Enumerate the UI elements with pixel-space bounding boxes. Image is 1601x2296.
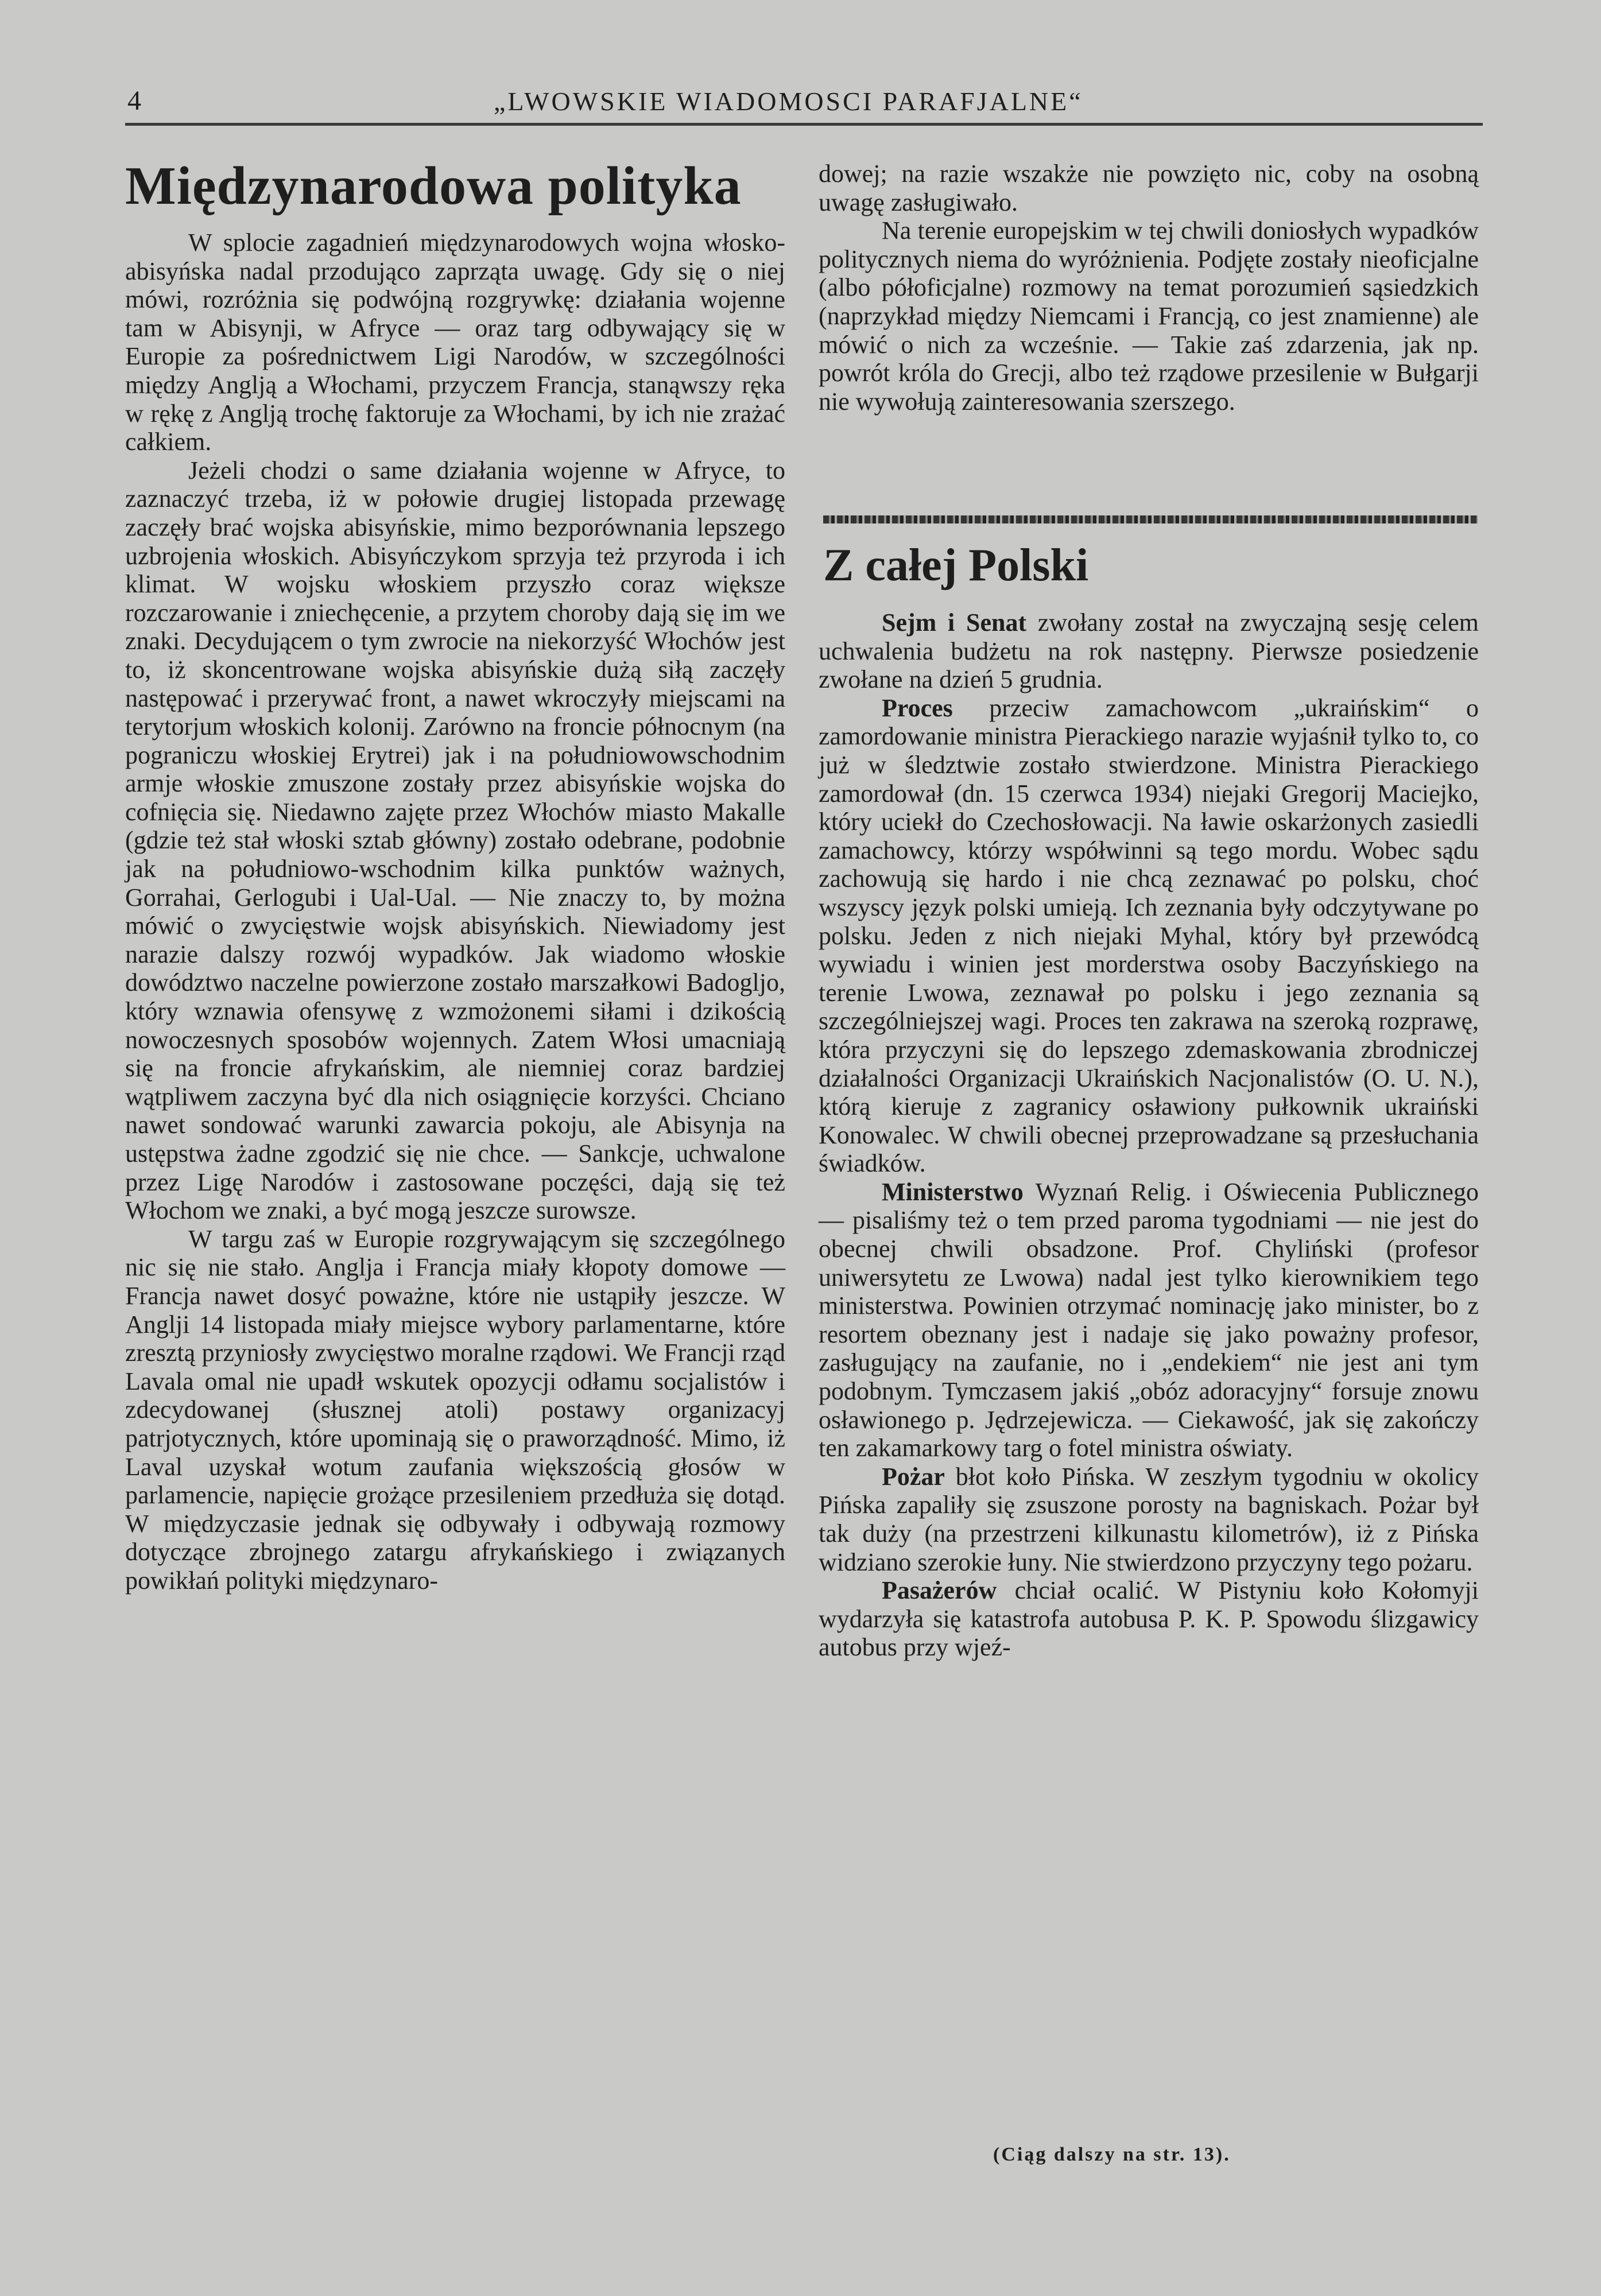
- paragraph: W splocie zagadnień międzynarodowych wojna włosko-abisyńska nadal przodująco zaprząta uwagę. Gdy się o niej mówi, rozróżnia się podwójną rozgrywkę: działania wojenne tam w Abisynji, w Afryce — oraz targ odbywający się w Europie za pośrednictwem Ligi Narodów, w szczególności między Anglją a Włochami, przyczem Francja, stanąwszy ręka w rękę z Anglją trochę faktoruje za Włochami, by ich nie zrażać całkiem.: [125, 228, 785, 456]
- news-item-text: przeciw zamachowcom „ukraińskim“ o zamordowanie ministra Pierackiego narazie wyjaśnił tylko to, co już w śledztwie zostało stwierdzone. Ministra Pierackiego zamordował (dn. 15 czerwca 1934) niejaki Gregorij Maciejko, który uciekł do Czechosłowacji. Na ławie oskarżonych zasiedli zamachowcy, którzy współwinni są tego mordu. Wobec sądu zachowują się hardo i nie chcą zeznawać po polsku, choć wszyscy język polski umieją. Ich zeznania były odczytywane po polsku. Jeden z nich niejaki Myhal, który był przewódcą wywiadu i winien jest morderstwa osoby Baczyńskiego na terenie Lwowa, zeznawał po polsku i jego zeznania są szczególniejszej wagi. Proces ten zakrawa na szeroką rozprawę, która przyczyni się do lepszego zdemaskowania zbrodniczej działalności Organizacji Ukraińskich Nacjonalistów (O. U. N.), którą kieruje z zagranicy osławiony pułkownik ukraiński Konowalec. W chwili obecnej przeprowadzane są przesłuchania świadków.: [819, 693, 1479, 1178]
- page-number: 4: [127, 86, 141, 116]
- paragraph: Jeżeli chodzi o same działania wojenne w Afryce, to zaznaczyć trzeba, iż w połowie drugiej listopada przewagę zaczęły brać wojska abisyńskie, mimo bezporównania lepszego uzbrojenia włoskich. Abisyńczykom sprzyja też przyroda i ich klimat. W wojsku włoskiem przyszło coraz większe rozczarowanie i zniechęcenie, a przytem choroby dają się im we znaki. Decydującem o tym zwrocie na niekorzyść Włochów jest to, iż skoncentrowane wojska abisyńskie dużą siłą zaczęły następować i przerywać front, a nawet wkroczyły miejscami na terytorjum włoskich kolonij. Zarówno na froncie północnym (na pograniczu włoskiej Erytrei) jak i na południowowschodnim armje włoskie zmuszone zostały przez abisyńskie wojska do cofnięcia się. Niedawno zajęte przez Włochów miasto Makalle (gdzie też stał włoski sztab główny) zostało odebrane, podobnie jak na południowo-wschodnim kilka punktów ważnych, Gorrahai, Gerlogubi i Ual-Ual. — Nie znaczy to, by można mówić o zwycięstwie wojsk abisyńskich. Niewiadomy jest narazie dalszy rozwój wypadków. Jak wiadomo włoskie dowództwo naczelne powierzone zostało marszałkowi Badogljo, który wznawia ofensywę z wzmożonemi siłami i dzikością nowoczesnych sposobów wojennych. Zatem Włosi umacniają się na froncie afrykańskim, ale niemniej coraz bardziej wątpliwem zaczyna być dla nich osiągnięcie korzyści. Chciano nawet sondować warunki zawarcia pokoju, ale Abisynja na ustępstwa żadne zgodzić się nie chce. — Sankcje, uchwalone przez Ligę Narodów i zastosowane poczęści, dają się też Włochom we znaki, a być mogą jeszcze surowsze.: [125, 456, 785, 1225]
- news-item-lead: Pasażerów: [882, 1576, 997, 1605]
- news-item-lead: Sejm i Senat: [882, 608, 1027, 637]
- news-item-lead: Ministerstwo: [882, 1177, 1024, 1206]
- news-item-text: błot koło Pińska. W zeszłym tygodniu w okolicy Pińska zapaliły się zsuszone porosty na bagniskach. Pożar był tak duży (na przestrzeni kilkunastu kilometrów), iż z Pińska widziano szerokie łuny. Nie stwierdzono przyczyny tego pożaru.: [819, 1462, 1479, 1576]
- paragraph: dowej; na razie wszakże nie powzięto nic, coby na osobną uwagę zasługiwało.: [819, 160, 1479, 216]
- article-title-from-all-poland: Z całej Polski: [823, 540, 1089, 591]
- news-item-text: Wyznań Relig. i Oświecenia Publicznego — pisaliśmy też o tem przed paroma tygodniami — nie jest do obecnej chwili obsadzone. Prof. Chyliński (profesor uniwersytetu ze Lwowa) nadal jest tylko kierownikiem tego ministerstwa. Powinien otrzymać nominację jako minister, bo z resortem obeznany jest i nadaje się jako poważny profesor, zasługujący na zaufanie, no i „endekiem“ nie jest ani tym podobnym. Tymczasem jakiś „obóz adoracyjny“ forsuje znowu osławionego p. Jędrzejewicza. — Ciekawość, jak się zakończy ten zakamarkowy targ o fotel ministra oświaty.: [819, 1177, 1479, 1463]
- article-title-international-politics: Międzynarodowa polityka: [125, 156, 742, 216]
- article-body-left-column: [125, 228, 785, 1595]
- news-item-lead: Proces: [882, 693, 953, 722]
- news-item: [819, 1178, 1479, 1463]
- article-continuation: [819, 160, 1479, 416]
- news-item-lead: Pożar: [882, 1462, 945, 1491]
- news-item: [819, 694, 1479, 1178]
- news-item: [819, 608, 1479, 694]
- paragraph: Na terenie europejskim w tej chwili doniosłych wypadków politycznych niema do wyróżnienia. Podjęte zostały nieoficjalne (albo półoficjalne) rozmowy na temat porozumień sąsiedzkich (naprzykład między Niemcami i Francją, co jest znamienne) ale mówić o nich za wcześnie. — Takie zaś zdarzenia, jak np. powrót króla do Grecji, albo też rządowe przesilenie w Bułgarji nie wywołują zainteresowania szerszego.: [819, 216, 1479, 416]
- header-divider: [125, 123, 1483, 126]
- paragraph: W targu zaś w Europie rozgrywającym się szczególnego nic się nie stało. Anglja i Francja miały kłopoty domowe — Francja nawet dosyć poważne, które nie ustąpiły jeszcze. W Anglji 14 listopada miały miejsce wybory parlamentarne, które zresztą przyniosły zwycięstwo moralne rządowi. We Francji rząd Lavala omal nie upadł wskutek opozycji odłamu socjalistów i zdecydowanej (słusznej atoli) postawy organizacyj patrjotycznych, które upominają się o praworządność. Mimo, iż Laval uzyskał wotum zaufania większością głosów w parlamencie, napięcie grożące przesileniem przedłuża się dotąd. W międzyczasie jednak się odbywały i odbywają rozmowy dotyczące zbrojnego zatargu afrykańskiego i związanych powikłań polityki międzynaro-: [125, 1224, 785, 1595]
- news-items: [819, 608, 1479, 1662]
- news-item-text: zwołany został na zwyczajną sesję celem uchwalenia budżetu na rok następny. Pierwsze posiedzenie zwołane na dzień 5 grudnia.: [819, 608, 1479, 694]
- news-item-text: chciał ocalić. W Pistyniu koło Kołomyji wydarzyła się katastrofa autobusa P. K. P. Spowodu ślizgawicy autobus przy wjeź-: [819, 1576, 1479, 1662]
- publication-title: „LWOWSKIE WIADOMOSCI PARAFJALNE“: [494, 87, 1083, 116]
- news-item: [819, 1576, 1479, 1662]
- news-item: [819, 1463, 1479, 1576]
- continuation-note: (Ciąg dalszy na str. 13).: [993, 2144, 1231, 2165]
- ornamental-divider: [823, 515, 1478, 523]
